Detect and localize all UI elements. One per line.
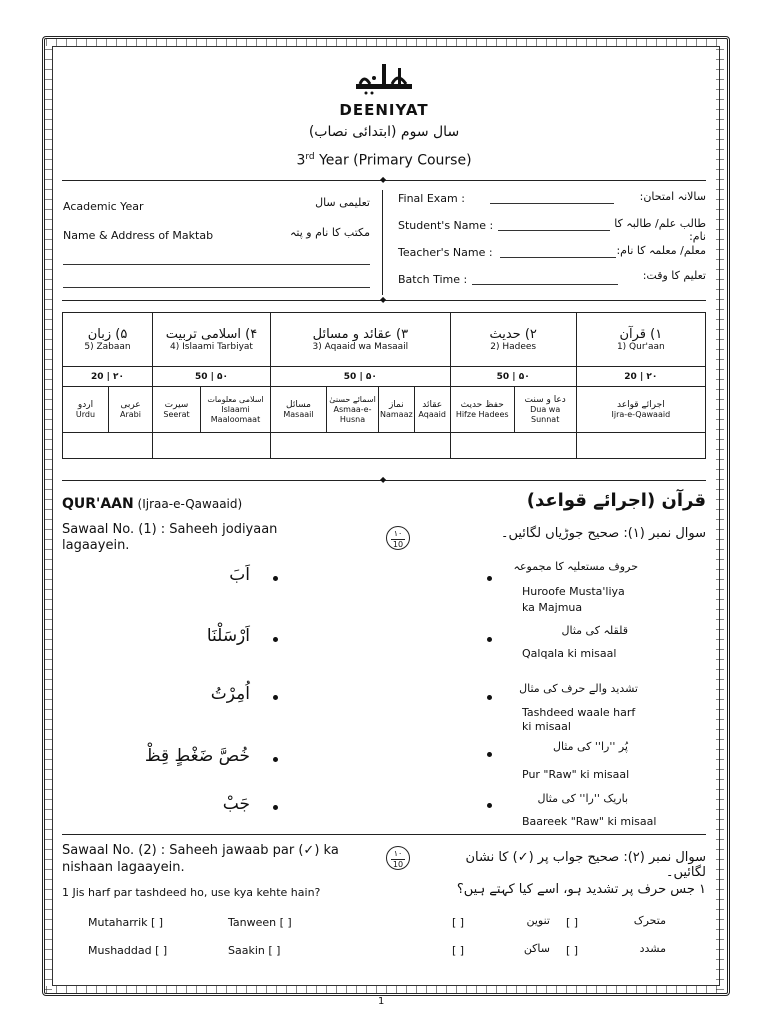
option-mutaharrik-ur: متحرک [633, 914, 666, 927]
option-mutaharrik[interactable]: Mutaharrik [ ] [88, 916, 164, 929]
q1-text: Sawaal No. (1) : Saheeh jodiyaan lagaayein. [62, 522, 278, 553]
match-dot[interactable] [273, 805, 278, 810]
checkbox-tanween-ur[interactable]: [ ] [452, 916, 465, 929]
subpart-en: Islaami Maaloomaat [210, 404, 261, 424]
option-mushaddad[interactable]: Mushaddad [ ] [88, 944, 168, 957]
subpart-cell [414, 387, 450, 433]
border-chain-right [716, 40, 724, 990]
batch-time-label: Batch Time : [398, 273, 468, 286]
match-left-en-line: Tashdeed waale harf [522, 706, 636, 719]
option-saakin-ur: ساکن [523, 942, 550, 955]
score-entry-row [63, 433, 706, 459]
match-left-ur: قلقلہ کی مثال [561, 624, 628, 637]
diamond-ornament-icon: ◆ [380, 175, 387, 184]
q2-text-line: Sawaal No. (2) : Saheeh jawaab par (✓) ka [62, 843, 339, 858]
subject-ur: ۵) زبان [87, 327, 128, 342]
match-right-arabic: اُمِرْتُ [210, 684, 250, 704]
match-left-en-line: Huroofe Musta'liya [522, 585, 625, 598]
student-name-label: Student's Name : [398, 219, 494, 232]
match-left-en-line: Qalqala ki misaal [522, 647, 617, 660]
subpart-ur: نماز [388, 399, 404, 410]
match-left-ur: پُر ''را'' کی مثال [552, 740, 628, 753]
match-left-ur: تشدید والے حرف کی مثال [519, 682, 638, 695]
subpart-en: Dua wa Sunnat [530, 404, 561, 424]
subject-en: 1) Qur'aan [616, 342, 665, 352]
maktab-label-ur: مکتب کا نام و پتہ [289, 226, 370, 239]
subpart-cell [327, 387, 379, 433]
subpart-cell [109, 387, 153, 433]
match-dot[interactable] [273, 576, 278, 581]
checkbox-mutaharrik-ur[interactable]: [ ] [566, 916, 579, 929]
match-left-en: Baareek "Raw" ki misaal [522, 815, 657, 828]
match-left-ur: حروف مستعلیہ کا مجموعہ [513, 560, 638, 573]
final-exam-field[interactable] [490, 203, 614, 204]
checkbox-saakin-ur[interactable]: [ ] [452, 944, 465, 957]
diamond-ornament-icon: ◆ [380, 475, 387, 484]
subject-cell [271, 313, 451, 367]
match-right-arabic: خُصَّ ضَغْطٍ قِظْ [144, 746, 250, 766]
match-left-en [522, 706, 635, 734]
divider [62, 834, 706, 835]
subject-ur: ۳) عقائد و مسائل [312, 327, 409, 342]
q2-text-line: nishaan lagaayein. [62, 860, 185, 875]
subject-ur: ۱) قرآن [619, 327, 663, 342]
subpart-en: Namaaz [380, 409, 413, 419]
subpart-ur: اردو [77, 399, 94, 410]
match-dot[interactable] [487, 637, 492, 642]
subject-ur: ۲) حدیث [489, 327, 537, 342]
match-left-en-line: ki misaal [522, 720, 571, 733]
final-exam-label-ur: سالانہ امتحان: [639, 190, 706, 203]
subpart-ur: حفظ حدیث [460, 399, 504, 410]
match-right-arabic: جَبْ [222, 794, 250, 814]
subpart-en: Masaail [283, 409, 314, 419]
subpart-cell [576, 387, 705, 433]
marks-table [62, 312, 706, 459]
batch-time-label-ur: تعلیم کا وقت: [642, 269, 706, 282]
q2-marks: 10 [392, 860, 404, 869]
deeniyat-logo [354, 62, 414, 96]
subject-en: 5) Zabaan [84, 342, 131, 352]
academic-year-label-ur: تعلیمی سال [315, 196, 370, 209]
match-dot[interactable] [273, 757, 278, 762]
q1-marks-ur: ۱۰ [393, 529, 403, 538]
teacher-name-label-ur: معلم/ معلمہ کا نام: [616, 244, 706, 257]
option-tanween[interactable]: Tanween [ ] [228, 916, 292, 929]
subpart-ur: اجرائے قواعد [616, 399, 665, 410]
q1-marks-badge [386, 526, 410, 550]
marks-row [63, 367, 706, 387]
score-cell[interactable] [576, 433, 705, 459]
border-chain-left [44, 40, 52, 990]
subpart-cell [271, 387, 327, 433]
checkbox-mushaddad-ur[interactable]: [ ] [566, 944, 579, 957]
match-left-en [522, 584, 625, 616]
subject-en: 4) Islaami Tarbiyat [170, 342, 253, 352]
section-title-sub: (Ijraa-e-Qawaaid) [133, 497, 243, 511]
max-marks: 50 | ۵۰ [153, 367, 271, 387]
match-dot[interactable] [273, 637, 278, 642]
match-left-ur: باریک ''را'' کی مثال [537, 792, 628, 805]
q1-marks: 10 [392, 540, 404, 549]
student-name-field[interactable] [498, 230, 610, 231]
section-title-en: QUR'AAN [62, 496, 134, 512]
subject-cell [450, 313, 576, 367]
subject-cell [576, 313, 705, 367]
match-right-arabic: اَرْسَلْنَا [206, 626, 250, 646]
subject-en: 2) Hadees [490, 342, 537, 352]
score-cell[interactable] [271, 433, 451, 459]
subject-en: 3) Aqaaid wa Masaail [312, 342, 409, 352]
q2-marks-ur: ۱۰ [393, 849, 403, 858]
match-left-en [522, 646, 616, 662]
subpart-cell [514, 387, 576, 433]
max-marks: 20 | ۲۰ [63, 367, 153, 387]
match-dot[interactable] [273, 695, 278, 700]
q2-text [62, 842, 339, 876]
match-left-en: Pur "Raw" ki misaal [522, 768, 630, 781]
option-tanween-ur: تنوین [526, 914, 550, 927]
subject-cell [63, 313, 153, 367]
max-marks: 20 | ۲۰ [576, 367, 705, 387]
subpart-en: Ijra-e-Qawaaid [611, 409, 671, 419]
academic-year-label: Academic Year [63, 200, 144, 213]
subpart-en: Arabi [120, 409, 141, 419]
course-title [250, 152, 518, 169]
score-cell[interactable] [153, 433, 271, 459]
info-vertical-divider [382, 190, 383, 295]
border-chain-bottom [46, 986, 726, 994]
batch-time-field[interactable] [472, 284, 618, 285]
subpart-cell [379, 387, 415, 433]
page-number: 1 [378, 996, 385, 1007]
subject-ur: ۴) اسلامی تربیت [165, 327, 258, 342]
match-right-arabic: اَبَ [229, 565, 250, 585]
subpart-en: Aqaaid [418, 409, 446, 419]
subpart-ur: مسائل [286, 399, 311, 410]
match-dot[interactable] [487, 752, 492, 757]
section-title-ur: قرآن (اجرائے قواعد) [526, 490, 706, 511]
maktab-line-1[interactable] [63, 264, 370, 265]
border-chain-top [46, 38, 726, 46]
q2-text-ur: سوال نمبر (۲): صحیح جواب پر (✓) کا نشان لگائیں۔ [465, 850, 706, 880]
subpart-cell [450, 387, 514, 433]
subpart-cell [63, 387, 109, 433]
subpart-ur: سیرت [164, 399, 189, 410]
diamond-ornament-icon: ◆ [380, 295, 387, 304]
option-mushaddad-ur: مشدد [639, 942, 666, 955]
q1-text-ur: سوال نمبر (۱): صحیح جوڑیاں لگائیں۔ [500, 526, 706, 541]
teacher-name-label: Teacher's Name : [398, 246, 493, 259]
score-cell[interactable] [450, 433, 576, 459]
score-cell[interactable] [63, 433, 153, 459]
subpart-ur: عربی [120, 399, 141, 410]
q2-sub1-ur: ۱ جس حرف پر تشدید ہو، اسے کیا کہتے ہیں؟ [456, 882, 706, 897]
subtitle-urdu: سال سوم (ابتدائی نصاب) [308, 124, 460, 140]
match-dot[interactable] [487, 576, 492, 581]
year-number: 3 [296, 152, 306, 169]
q2-marks-badge [386, 846, 410, 870]
brand-name: DEENIYAT [339, 101, 429, 119]
teacher-name-field[interactable] [500, 257, 616, 258]
subpart-ur: عقائد [422, 399, 443, 410]
option-saakin[interactable]: Saakin [ ] [228, 944, 281, 957]
match-left-en-line: ka Majmua [522, 601, 583, 614]
max-marks: 50 | ۵۰ [450, 367, 576, 387]
subpart-ur: اسلامی معلومات [207, 394, 264, 404]
section-title [62, 496, 242, 512]
subjects-row [63, 313, 706, 367]
final-exam-label: Final Exam : [398, 192, 465, 205]
subpart-en: Hifze Hadees [455, 409, 509, 419]
subpart-ur: دعا و سنت [524, 394, 566, 405]
maktab-label: Name & Address of Maktab [63, 229, 214, 242]
subpart-cell [201, 387, 271, 433]
subpart-en: Asmaa-e-Husna [333, 404, 372, 424]
subpart-en: Seerat [163, 409, 190, 419]
subpart-cell [153, 387, 201, 433]
q2-sub1: 1 Jis harf par tashdeed ho, use kya kehte hain? [62, 886, 321, 899]
student-name-label-ur: طالب علم/ طالبہ کا نام: [614, 217, 706, 243]
subpart-en: Urdu [75, 409, 96, 419]
subpart-ur: اسمائے حسنیٰ [329, 394, 376, 404]
maktab-line-2[interactable] [63, 287, 370, 288]
match-dot[interactable] [487, 695, 492, 700]
max-marks: 50 | ۵۰ [271, 367, 451, 387]
year-suffix: rd [305, 152, 315, 162]
subparts-row [63, 387, 706, 433]
match-dot[interactable] [487, 803, 492, 808]
subject-cell [153, 313, 271, 367]
year-text: Year (Primary Course) [314, 152, 472, 169]
